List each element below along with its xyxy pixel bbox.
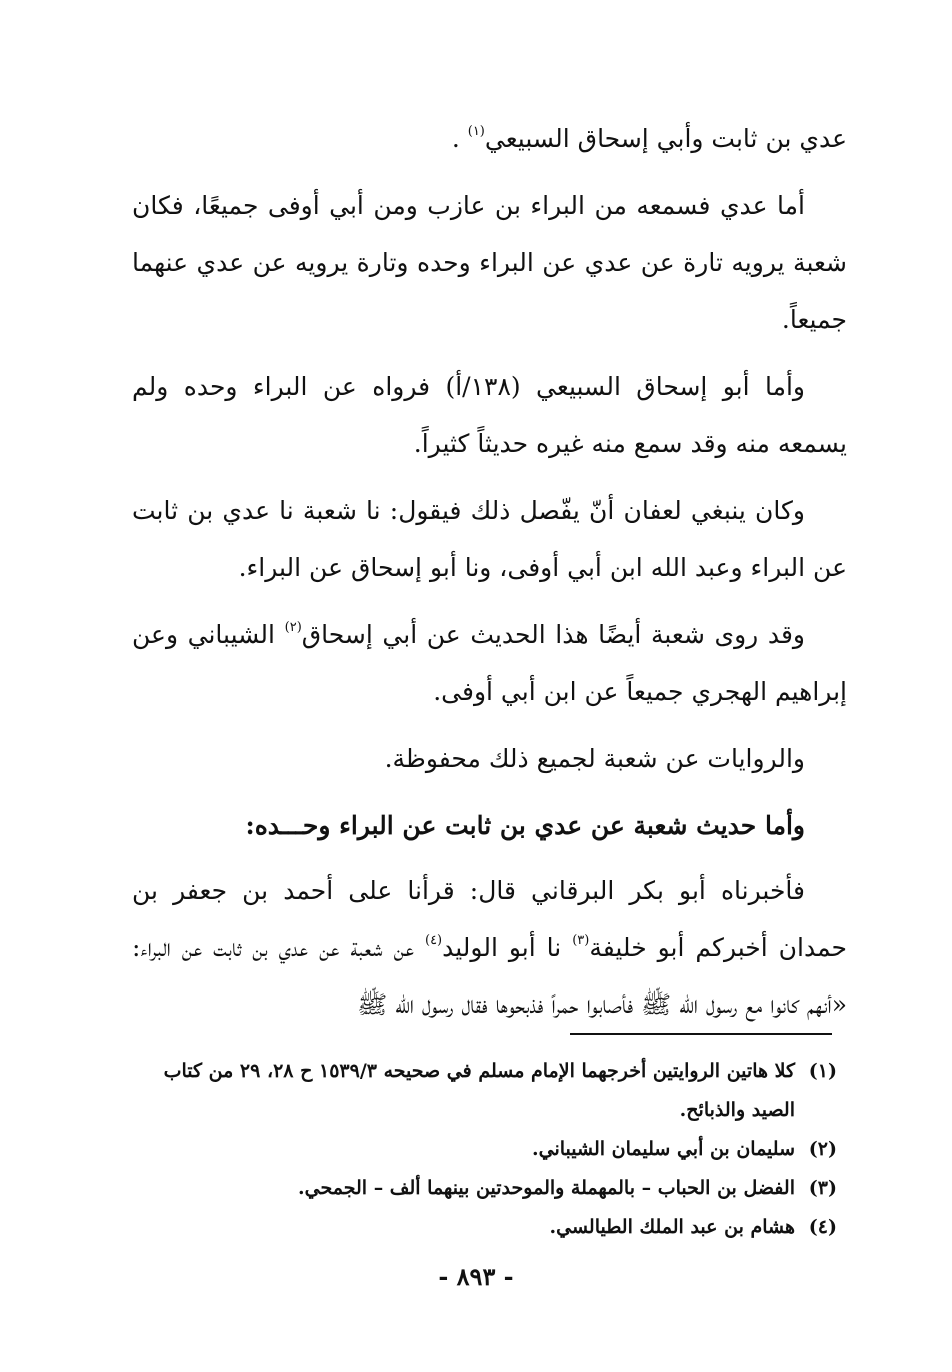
footnote-number: (٤) bbox=[808, 1216, 837, 1238]
footnote-4 bbox=[132, 1208, 837, 1247]
footnote-text: الفضل بن الحباب – بالمهملة والموحدتين بينهما ألف – الجمحي. bbox=[298, 1177, 795, 1199]
paragraph-6: والروايات عن شعبة لجميع ذلك محفوظة. bbox=[384, 744, 805, 773]
page-number: - ٨٩٣ - bbox=[438, 1262, 514, 1291]
paragraph-2: أما عدي فسمعه من البراء بن عازب ومن أبي أوفى جميعًا، فكان شعبة يرويه تارة عن عدي عن البراء وحده وتارة يرويه عن عدي عنهما جميعاً. bbox=[132, 191, 847, 334]
footnote-text: سليمان بن أبي سليمان الشيباني. bbox=[532, 1138, 795, 1160]
paragraph-7-text-a: فأخبرناه أبو بكر البرقاني قال: قرأنا على أحمد بن جعفر بن حمدان أخبركم أبو خليفة bbox=[132, 876, 847, 962]
paragraph-7 bbox=[132, 862, 847, 1033]
footnote-1 bbox=[132, 1052, 837, 1130]
paragraph-5-text-a: وقد روى شعبة أيضًا هذا الحديث عن أبي إسحاق bbox=[301, 620, 806, 649]
footnotes bbox=[132, 1052, 837, 1247]
footnote-2 bbox=[132, 1130, 837, 1169]
paragraph-4: وكان ينبغي لعفان أنّ يفّصل ذلك فيقول: نا شعبة نا عدي بن ثابت عن البراء وعبد الله ابن أبي أوفى، ونا أبو إسحاق عن البراء. bbox=[132, 496, 847, 582]
footnote-3 bbox=[132, 1169, 837, 1208]
paragraph-1-tail: . bbox=[451, 124, 468, 153]
footnote-number: (٣) bbox=[808, 1177, 837, 1199]
footnote-separator bbox=[570, 1033, 832, 1035]
paragraph-1-text: عدي بن ثابت وأبي إسحاق السبيعي bbox=[484, 124, 847, 153]
footnote-text: هشام بن عبد الملك الطيالسي. bbox=[549, 1216, 795, 1238]
footnote-ref-4: (٤) bbox=[424, 933, 443, 948]
footnote-text: كلا هاتين الروايتين أخرجهما الإمام مسلم في صحيحه ١٥٣٩/٣ ح ٢٨، ٢٩ من كتاب الصيد والذبائح. bbox=[163, 1060, 795, 1121]
paragraph-3: وأما أبو إسحاق السبيعي (١٣٨/أ) فرواه عن البراء وحده ولم يسمعه منه وقد سمع منه غيره حديثاً كثيراً. bbox=[132, 372, 847, 458]
footnote-number: (١) bbox=[808, 1060, 837, 1082]
footnote-ref-2: (٢) bbox=[284, 620, 302, 635]
footnote-ref-3: (٣) bbox=[572, 933, 590, 948]
footnote-ref-1: (١) bbox=[467, 124, 485, 139]
paragraph-5 bbox=[132, 606, 847, 720]
paragraph-1 bbox=[132, 110, 847, 167]
footnote-number: (٢) bbox=[808, 1138, 837, 1160]
paragraph-7-text-b: نا أبو الوليد bbox=[442, 933, 573, 962]
section-heading: وأما حديث شعبة عن عدي بن ثابت عن البراء وحـــده: bbox=[245, 811, 805, 840]
paragraph-7-text-c: عن شعبة عن عدي بن ثابت عن البراء: «أنهم كانوا مع رسول الله ﷺ فأصابوا حمراً فذبحوها فقال رسول الله ﷺ bbox=[132, 933, 847, 1019]
main-text bbox=[132, 110, 847, 1043]
paragraph-5-text-b: الشيباني وعن إبراهيم الهجري جميعاً عن ابن أبي أوفى. bbox=[132, 620, 847, 706]
